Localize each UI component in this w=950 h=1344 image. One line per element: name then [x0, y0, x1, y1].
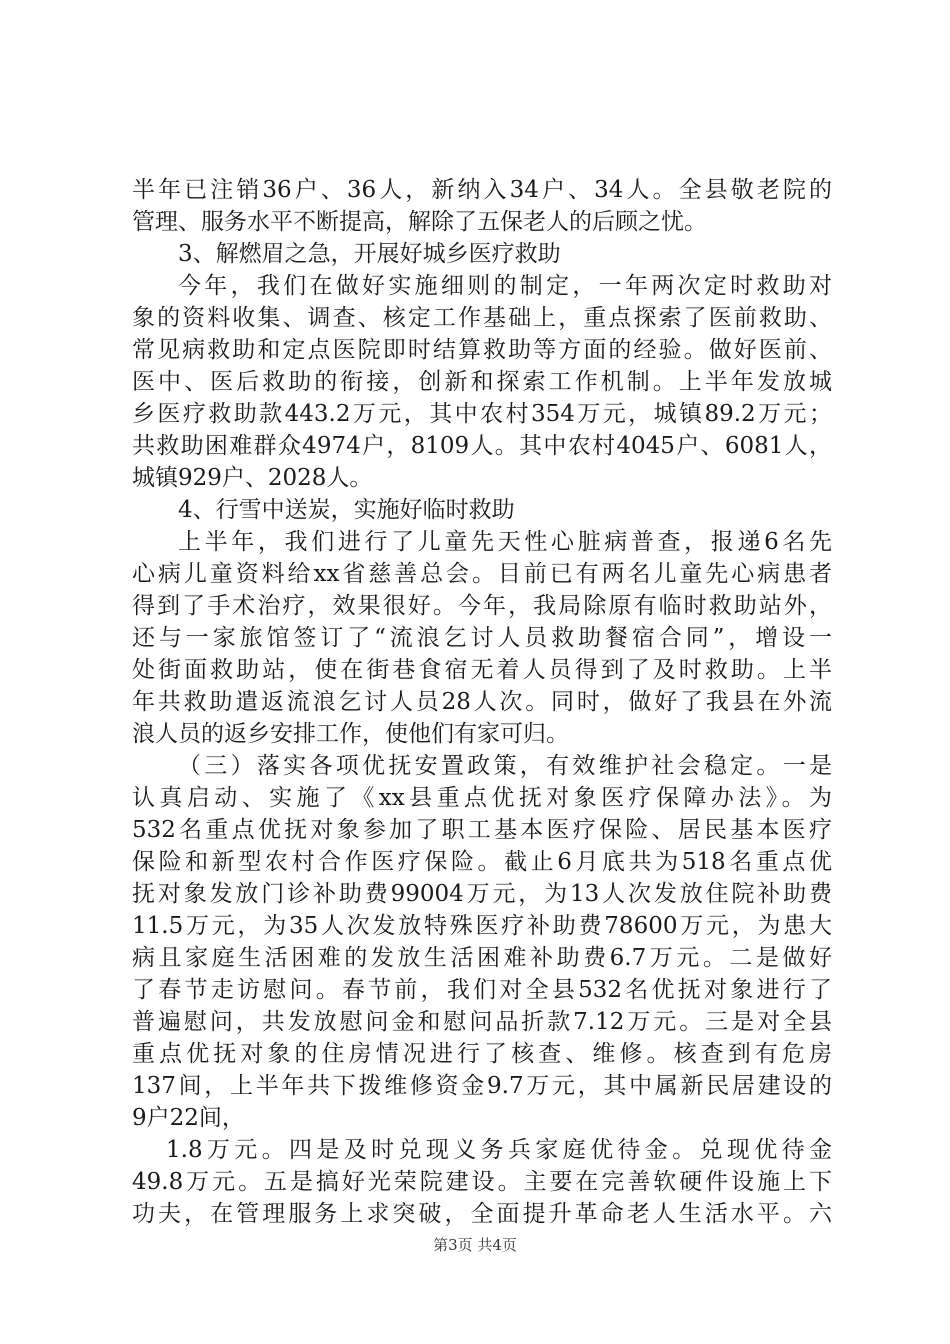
text-line: 532名重点优抚对象参加了职工基本医疗保险、居民基本医疗: [132, 817, 832, 843]
section-heading: （三）落实各项优抚安置政策，有效维护社会稳定。一是: [178, 753, 832, 779]
text-line: 象的资料收集、调查、核定工作基础上，重点探索了医前救助、: [132, 305, 832, 331]
text-line: 医中、医后救助的衔接，创新和探索工作机制。上半年发放城: [132, 369, 832, 395]
document-body: [132, 174, 832, 1230]
text-line: 功夫，在管理服务上求突破，全面提升革命老人生活水平。六: [132, 1201, 832, 1227]
text-line: 城镇929户、2028人。: [132, 465, 373, 491]
text-line: 共救助困难群众4974户，8109人。其中农村4045户、6081人，: [132, 433, 832, 459]
text-line: 半年已注销36户、36人，新纳入34户、34人。全县敬老院的: [132, 177, 832, 203]
text-line: 49.8万元。五是搞好光荣院建设。主要在完善软硬件设施上下: [132, 1169, 832, 1195]
text-line: 了春节走访慰问。春节前，我们对全县532名优抚对象进行了: [132, 977, 832, 1003]
text-line: 病且家庭生活困难的发放生活困难补助费6.7万元。二是做好: [132, 945, 832, 971]
text-line: 心病儿童资料给xx省慈善总会。目前已有两名儿童先心病患者: [132, 561, 832, 587]
text-line: 还与一家旅馆签订了“流浪乞讨人员救助餐宿合同”，增设一: [132, 625, 832, 651]
page-number: 第3页 共4页: [433, 1236, 517, 1254]
text-line: 得到了手术治疗，效果很好。今年，我局除原有临时救助站外，: [132, 593, 832, 619]
text-line: 11.5万元，为35人次发放特殊医疗补助费78600万元，为患大: [132, 913, 832, 939]
text-line: 9户22间，: [132, 1105, 245, 1131]
text-line: 认真启动、实施了《xx县重点优抚对象医疗保障办法》。为: [132, 785, 832, 811]
text-line: 浪人员的返乡安排工作，使他们有家可归。: [132, 721, 569, 747]
text-line: 管理、服务水平不断提高，解除了五保老人的后顾之忧。: [132, 209, 707, 235]
text-line: 137间，上半年共下拨维修资金9.7万元，其中属新民居建设的: [132, 1073, 832, 1099]
text-line: 常见病救助和定点医院即时结算救助等方面的经验。做好医前、: [132, 337, 832, 363]
text-line: 乡医疗救助款443.2万元，其中农村354万元，城镇89.2万元；: [132, 401, 832, 427]
text-line: 上半年，我们进行了儿童先天性心脏病普查，报递6名先: [178, 529, 832, 555]
section-heading: 4、行雪中送炭，实施好临时救助: [178, 497, 515, 523]
text-line: 普遍慰问，共发放慰问金和慰问品折款7.12万元。三是对全县: [132, 1009, 832, 1035]
text-line: 今年，我们在做好实施细则的制定，一年两次定时救助对: [178, 273, 832, 299]
text-line: 年共救助遣返流浪乞讨人员28人次。同时，做好了我县在外流: [132, 689, 832, 715]
page-footer: [0, 1234, 950, 1255]
text-line: 1.8万元。四是及时兑现义务兵家庭优待金。兑现优待金: [166, 1137, 832, 1163]
text-line: 抚对象发放门诊补助费99004万元，为13人次发放住院补助费: [132, 881, 832, 907]
section-heading: 3、解燃眉之急，开展好城乡医疗救助: [178, 241, 561, 267]
text-line: 重点优抚对象的住房情况进行了核查、维修。核查到有危房: [132, 1041, 832, 1067]
text-line: 处街面救助站，使在街巷食宿无着人员得到了及时救助。上半: [132, 657, 832, 683]
text-line: 保险和新型农村合作医疗保险。截止6月底共为518名重点优: [132, 849, 832, 875]
